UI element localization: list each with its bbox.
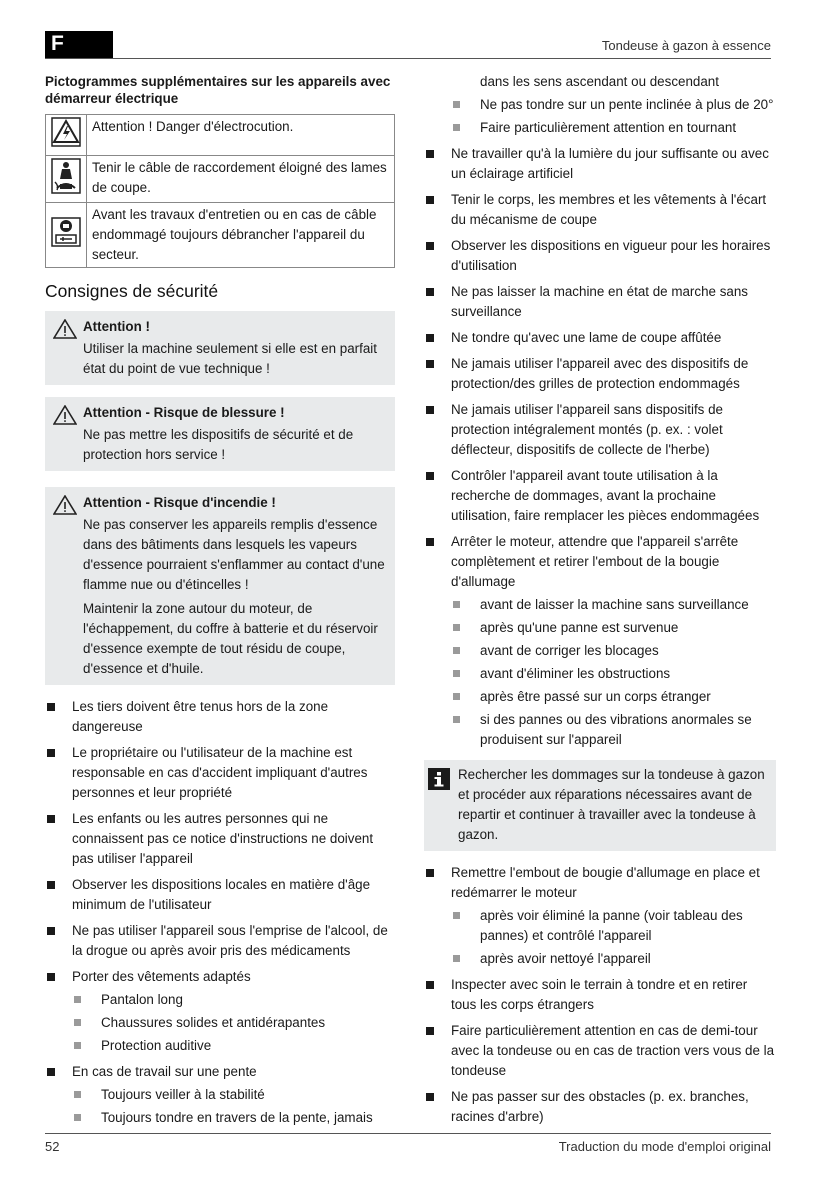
pictogram-table: [45, 114, 395, 268]
electric-shock-icon: [51, 117, 81, 147]
unplug-icon: [51, 217, 81, 247]
section-tab: [45, 31, 113, 59]
list-item: Ne pas passer sur des obstacles (p. ex. branches, racines d'arbre): [424, 1087, 776, 1127]
warning-box: [45, 311, 395, 385]
safety-list: [45, 697, 395, 1128]
right-column: [424, 72, 776, 1133]
warning-title: Attention !: [83, 319, 150, 334]
warning-title: Attention - Risque de blessure !: [83, 405, 285, 420]
sub-list-item: Protection auditive: [72, 1036, 395, 1056]
sub-list: [451, 906, 776, 969]
sub-list-item: après voir éliminé la panne (voir tableau des pannes) et contrôlé l'appareil: [451, 906, 776, 946]
list-item: Observer les dispositions locales en matière d'âge minimum de l'utilisateur: [45, 875, 395, 915]
page-number: 52: [45, 1139, 60, 1154]
warning-triangle-icon: [53, 495, 77, 515]
sub-list-item: Pantalon long: [72, 990, 395, 1010]
info-box: [424, 760, 776, 851]
sub-list-item: avant d'éliminer les obstructions: [451, 664, 776, 684]
list-item: Ne pas laisser la machine en état de marche sans surveillance: [424, 282, 776, 322]
sub-list-item: Faire particulièrement attention en tournant: [451, 118, 776, 138]
sub-list: [451, 95, 776, 138]
cable-blade-icon: [51, 158, 81, 194]
sub-list-item: avant de corriger les blocages: [451, 641, 776, 661]
pictogram-row: [46, 156, 395, 203]
sub-list-item: avant de laisser la machine sans surveillance: [451, 595, 776, 615]
pictogram-row: [46, 203, 395, 268]
list-item: Ne travailler qu'à la lumière du jour suffisante ou avec un éclairage artificiel: [424, 144, 776, 184]
list-item: Tenir le corps, les membres et les vêtements à l'écart du mécanisme de coupe: [424, 190, 776, 230]
list-item: Faire particulièrement attention en cas de demi-tour avec la tondeuse ou en cas de traction vers vous de la tondeuse: [424, 1021, 776, 1081]
sub-list-item: Ne pas tondre sur un pente inclinée à plus de 20°: [451, 95, 776, 115]
list-item-text: En cas de travail sur une pente: [72, 1064, 257, 1079]
list-continuation: dans les sens ascendant ou descendant: [480, 74, 719, 89]
sub-list-item: après être passé sur un corps étranger: [451, 687, 776, 707]
pictograms-heading: Pictogrammes supplémentaires sur les appareils avec démarreur électrique: [45, 74, 391, 106]
sub-list-item: Toujours tondre en travers de la pente, jamais: [72, 1108, 395, 1128]
list-item-text: Porter des vêtements adaptés: [72, 969, 251, 984]
warning-box: [45, 397, 395, 471]
safety-list: [424, 144, 776, 750]
list-item: [45, 967, 395, 1056]
list-item: Observer les dispositions en vigueur pour les horaires d'utilisation: [424, 236, 776, 276]
warning-triangle-icon: [53, 405, 77, 425]
warning-text: Maintenir la zone autour du moteur, de l'échappement, du coffre à batterie et du réservoir d'essence exempte de tout résidu de coupe, d'essence et d'huile.: [83, 601, 378, 676]
sub-list-item: après qu'une panne est survenue: [451, 618, 776, 638]
safety-list: [424, 863, 776, 1127]
pictogram-row: [46, 115, 395, 156]
info-text: Rechercher les dommages sur la tondeuse à gazon et procéder aux réparations nécessaires avant de repartir et continuer à travailler avec la tondeuse à gazon.: [458, 767, 765, 842]
header-title: Tondeuse à gazon à essence: [601, 38, 771, 53]
list-item: Le propriétaire ou l'utilisateur de la machine est responsable en cas d'accident impliquant d'autres personnes et leur propriété: [45, 743, 395, 803]
section-title: Consignes de sécurité: [45, 281, 219, 301]
list-item: Inspecter avec soin le terrain à tondre et en retirer tous les corps étrangers: [424, 975, 776, 1015]
list-item: [45, 1062, 395, 1128]
pictogram-text: Attention ! Danger d'électrocution.: [87, 115, 395, 156]
list-item: Contrôler l'appareil avant toute utilisation à la recherche de dommages, avant la prochaine utilisation, faire remplacer les pièces endommagées: [424, 466, 776, 526]
footer-title: Traduction du mode d'emploi original: [558, 1139, 771, 1154]
warning-text: Ne pas mettre les dispositifs de sécurité et de protection hors service !: [83, 427, 354, 462]
sub-list-item: Chaussures solides et antidérapantes: [72, 1013, 395, 1033]
info-icon: [428, 768, 450, 790]
warning-text: Ne pas conserver les appareils remplis d'essence dans des bâtiments dans lesquels les vapeurs d'essence pourraient s'enflammer au contact d'une flamme nue ou d'étincelles !: [83, 517, 385, 592]
warning-triangle-icon: [53, 319, 77, 339]
sub-list-item: Toujours veiller à la stabilité: [72, 1085, 395, 1105]
list-item: Ne tondre qu'avec une lame de coupe affûtée: [424, 328, 776, 348]
header-divider: [45, 58, 771, 59]
sub-list: [72, 1085, 395, 1128]
pictogram-text: Avant les travaux d'entretien ou en cas de câble endommagé toujours débrancher l'appareil du secteur.: [87, 203, 395, 268]
list-item: [424, 532, 776, 750]
warning-title: Attention - Risque d'incendie !: [83, 495, 276, 510]
warning-box: [45, 487, 395, 685]
footer-divider: [45, 1133, 771, 1134]
list-item: Ne jamais utiliser l'appareil sans dispositifs de protection intégralement montés (p. ex. : volet déflecteur, dispositifs de collecte de l'herbe): [424, 400, 776, 460]
warning-text: Utiliser la machine seulement si elle est en parfait état du point de vue technique !: [83, 341, 377, 376]
list-item: Les tiers doivent être tenus hors de la zone dangereuse: [45, 697, 395, 737]
list-item-text: Arrêter le moteur, attendre que l'appareil s'arrête complètement et retirer l'embout de la bougie d'allumage: [451, 534, 739, 589]
list-item: Ne pas utiliser l'appareil sous l'emprise de l'alcool, de la drogue ou après avoir pris des médicaments: [45, 921, 395, 961]
sub-list: [451, 595, 776, 750]
left-column: [45, 73, 395, 1134]
section-letter: F: [51, 32, 64, 55]
list-item: Ne jamais utiliser l'appareil avec des dispositifs de protection/des grilles de protection endommagés: [424, 354, 776, 394]
sub-list-item: si des pannes ou des vibrations anormales se produisent sur l'appareil: [451, 710, 776, 750]
list-item: [424, 863, 776, 969]
pictogram-text: Tenir le câble de raccordement éloigné des lames de coupe.: [87, 156, 395, 203]
list-item-text: Remettre l'embout de bougie d'allumage en place et redémarrer le moteur: [451, 865, 760, 900]
sub-list: [72, 990, 395, 1056]
list-item: Les enfants ou les autres personnes qui ne connaissent pas ce notice d'instructions ne doivent pas utiliser l'appareil: [45, 809, 395, 869]
sub-list-item: après avoir nettoyé l'appareil: [451, 949, 776, 969]
